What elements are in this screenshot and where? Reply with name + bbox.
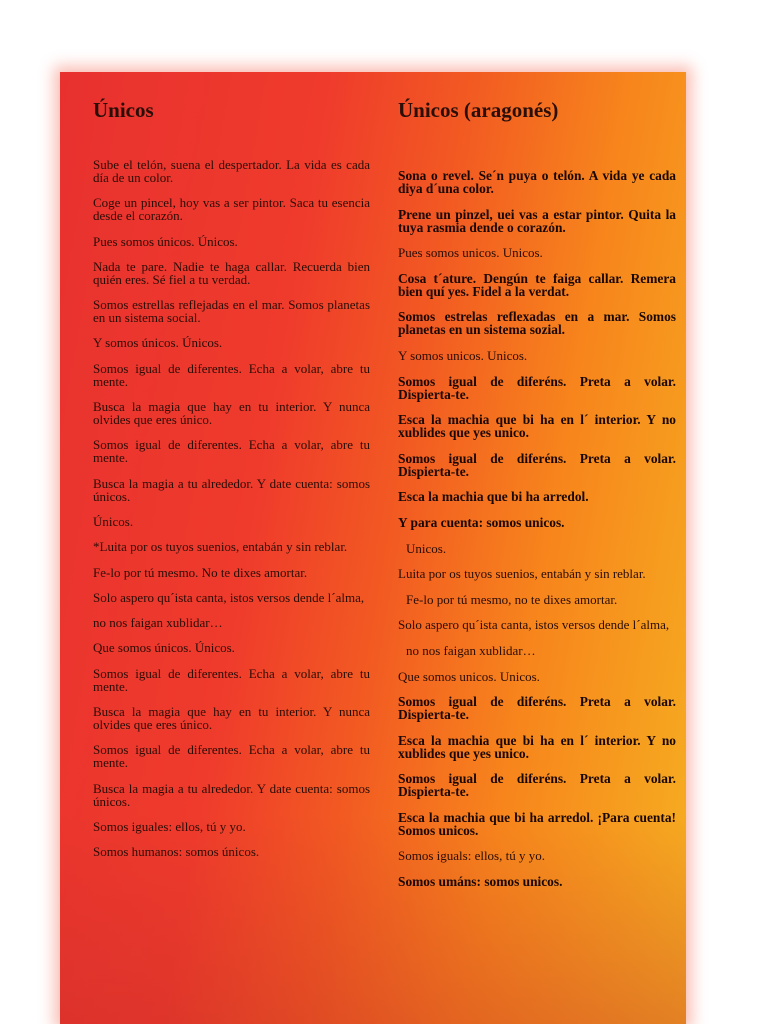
lyrics-sheet <box>60 72 686 1024</box>
stanza: Busca la magia que hay en tu interior. Y nunca olvides que eres único. <box>93 399 370 428</box>
stanza: Luita por os tuyos suenios, entabán y sin reblar. <box>398 566 646 582</box>
stanza: Sube el telón, suena el despertador. La vida es cada día de un color. <box>93 157 370 185</box>
stanza: Sona o revel. Se´n puya o telón. A vida ye cada diya d´una color. <box>398 168 676 196</box>
stanza: Somos humanos: somos únicos. <box>93 844 260 860</box>
stanza: Y para cuenta: somos unicos. <box>398 514 565 530</box>
spanish-title: Únicos <box>93 98 154 122</box>
stanza: Somos igual de diferéns. Preta a volar. Dispierta-te. <box>398 373 676 402</box>
stanza: Únicos. <box>93 513 134 529</box>
stanza: Somos igual de diferéns. Preta a volar. Dispierta-te. <box>398 694 676 723</box>
stanza: Busca la magia que hay en tu interior. Y nunca olvides que eres único. <box>93 704 370 733</box>
stanza: Y somos únicos. Únicos. <box>93 335 223 351</box>
stanza: Somos igual de diferentes. Echa a volar, abre tu mente. <box>93 437 370 466</box>
stanza: Busca la magia a tu alrededor. Y date cuenta: somos únicos. <box>93 475 370 504</box>
stanza: Cosa t´ature. Dengún te faiga callar. Remera bien quí yes. Fidel a la verdat. <box>398 270 676 299</box>
stanza: Somos estrelas reflexadas en a mar. Somos planetas en un sistema sozial. <box>398 309 676 338</box>
stanza: Somos igual de diferéns. Preta a volar. Dispierta-te. <box>398 450 676 479</box>
stanza: Esca la machia que bi ha arredol. <box>398 489 589 505</box>
stanza: Unicos. <box>406 540 447 556</box>
stanza: Somos umáns: somos unicos. <box>398 874 563 890</box>
stanza: Pues somos unicos. Unicos. <box>398 245 543 261</box>
stanza: Que somos únicos. Únicos. <box>93 640 235 656</box>
stanza: Que somos unicos. Unicos. <box>398 668 540 684</box>
stanza: Busca la magia a tu alrededor. Y date cuenta: somos únicos. <box>93 780 370 809</box>
stanza: no nos faigan xublidar… <box>93 615 223 631</box>
stanza: no nos faigan xublidar… <box>406 642 536 658</box>
stanza: Solo aspero qu´ista canta, istos versos dende l´alma, <box>93 589 365 605</box>
stanza: Somos igual de diferéns. Preta a volar. Dispierta-te. <box>398 771 676 800</box>
aragonese-title: Únicos (aragonés) <box>398 98 559 122</box>
stanza: Fe-lo por tú mesmo, no te dixes amortar. <box>406 591 618 607</box>
stanza: Y somos unicos. Unicos. <box>398 347 528 363</box>
stanza: Nada te pare. Nadie te haga callar. Recuerda bien quién eres. Sé fiel a tu verdad. <box>93 258 370 287</box>
stanza: Somos iguales: ellos, tú y yo. <box>93 818 246 834</box>
stanza: Fe-lo por tú mesmo. No te dixes amortar. <box>93 564 308 580</box>
stanza: Esca la machia que bi ha en l´ interior. Y no xublides que yes unico. <box>398 732 676 761</box>
stanza: *Luita por os tuyos suenios, entabán y sin reblar. <box>93 539 348 555</box>
stanza: Somos igual de diferentes. Echa a volar, abre tu mente. <box>93 360 370 389</box>
aragonese-verses <box>398 169 676 901</box>
stanza: Somos iguals: ellos, tú y yo. <box>398 848 545 864</box>
stanza: Somos igual de diferentes. Echa a volar, abre tu mente. <box>93 665 370 694</box>
stanza: Prene un pinzel, uei vas a estar pintor. Quita la tuya rasmia dende o corazón. <box>398 206 676 235</box>
stanza: Coge un pincel, hoy vas a ser pintor. Saca tu esencia desde el corazón. <box>93 195 370 224</box>
stanza: Solo aspero qu´ista canta, istos versos dende l´alma, <box>398 617 670 633</box>
stanza: Somos igual de diferentes. Echa a volar, abre tu mente. <box>93 742 370 771</box>
stanza: Esca la machia que bi ha arredol. ¡Para cuenta! Somos unicos. <box>398 809 676 838</box>
stanza: Esca la machia que bi ha en l´ interior. Y no xublides que yes unico. <box>398 412 676 441</box>
stanza: Somos estrellas reflejadas en el mar. Somos planetas en un sistema social. <box>93 297 370 326</box>
stanza: Pues somos únicos. Únicos. <box>93 233 238 249</box>
spanish-verses <box>93 158 370 871</box>
